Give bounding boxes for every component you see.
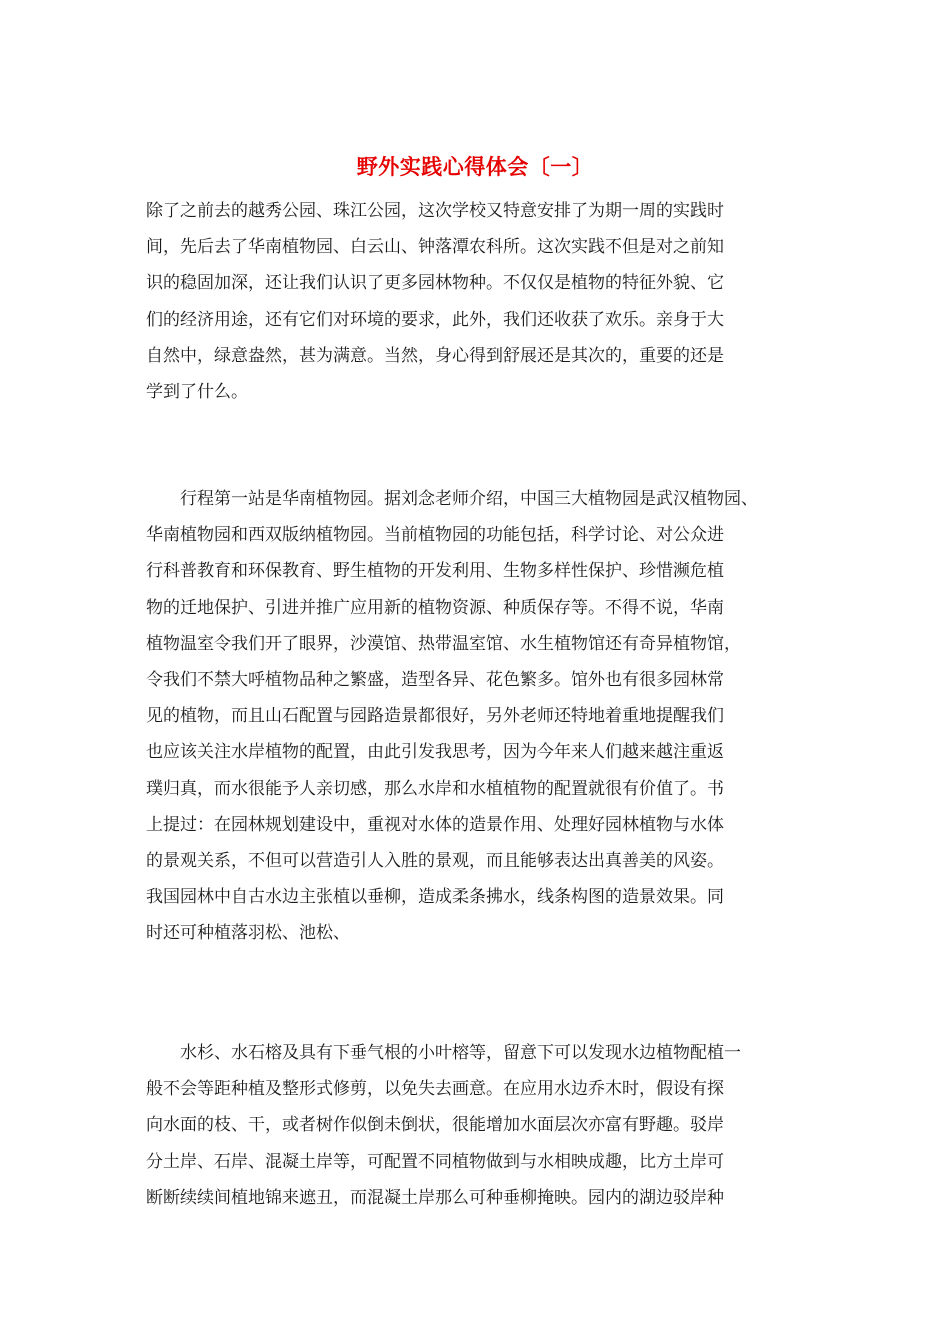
text-line: 植物温室令我们开了眼界，沙漠馆、热带温室馆、水生植物馆还有奇异植物馆， <box>146 633 741 654</box>
text-line: 水杉、水石榕及具有下垂气根的小叶榕等，留意下可以发现水边植物配植一 <box>146 1043 741 1063</box>
text-line: 学到了什么。 <box>146 381 248 402</box>
text-line: 们的经济用途，还有它们对环境的要求，此外，我们还收获了欢乐。亲身于大 <box>146 309 724 330</box>
text-line: 也应该关注水岸植物的配置，由此引发我思考，因为今年来人们越来越注重返 <box>146 742 724 763</box>
text-line: 识的稳固加深，还让我们认识了更多园林物种。不仅仅是植物的特征外貌、它 <box>146 273 724 294</box>
paragraph-2 <box>146 481 826 951</box>
text-line: 华南植物园和西双版纳植物园。当前植物园的功能包括，科学讨论、对公众进 <box>146 525 724 546</box>
text-line: 分土岸、石岸、混凝土岸等，可配置不同植物做到与水相映成趣，比方土岸可 <box>146 1151 724 1172</box>
text-line: 上提过：在园林规划建设中，重视对水体的造景作用、处理好园林植物与水体 <box>146 814 724 835</box>
text-line: 我国园林中自古水边主张植以垂柳，造成柔条拂水，线条构图的造景效果。同 <box>146 887 724 908</box>
paragraph-3 <box>146 1035 826 1216</box>
text-line: 间，先后去了华南植物园、白云山、钟落潭农科所。这次实践不但是对之前知 <box>146 237 724 258</box>
text-line: 向水面的枝、干，或者树作似倒未倒状，很能增加水面层次亦富有野趣。驳岸 <box>146 1115 724 1136</box>
text-line: 般不会等距种植及整形式修剪，以免失去画意。在应用水边乔木时，假设有探 <box>146 1079 724 1100</box>
text-line: 令我们不禁大呼植物品种之繁盛，造型各异、花色繁多。馆外也有很多园林常 <box>146 669 724 690</box>
text-line: 自然中，绿意盎然，甚为满意。当然，身心得到舒展还是其次的，重要的还是 <box>146 345 724 366</box>
text-line: 时还可种植落羽松、池松、 <box>146 923 350 944</box>
paragraph-1 <box>146 193 826 410</box>
text-line: 物的迁地保护、引进并推广应用新的植物资源、种质保存等。不得不说，华南 <box>146 597 724 618</box>
text-line: 见的植物，而且山石配置与园路造景都很好，另外老师还特地着重地提醒我们 <box>146 706 724 727</box>
text-line: 除了之前去的越秀公园、珠江公园，这次学校又特意安排了为期一周的实践时 <box>146 201 724 221</box>
text-line: 行科普教育和环保教育、野生植物的开发利用、生物多样性保护、珍惜濒危植 <box>146 561 724 582</box>
text-line: 璞归真，而水很能予人亲切感，那么水岸和水植植物的配置就很有价值了。书 <box>146 778 724 799</box>
document-title: 野外实践心得体会〔一〕 <box>356 154 594 179</box>
text-line: 的景观关系，不但可以营造引人入胜的景观，而且能够表达出真善美的风姿。 <box>146 850 724 871</box>
text-line: 行程第一站是华南植物园。据刘念老师介绍，中国三大植物园是武汉植物园、 <box>146 489 758 509</box>
text-line: 断断续续间植地锦来遮丑，而混凝土岸那么可种垂柳掩映。园内的湖边驳岸种 <box>146 1187 724 1208</box>
